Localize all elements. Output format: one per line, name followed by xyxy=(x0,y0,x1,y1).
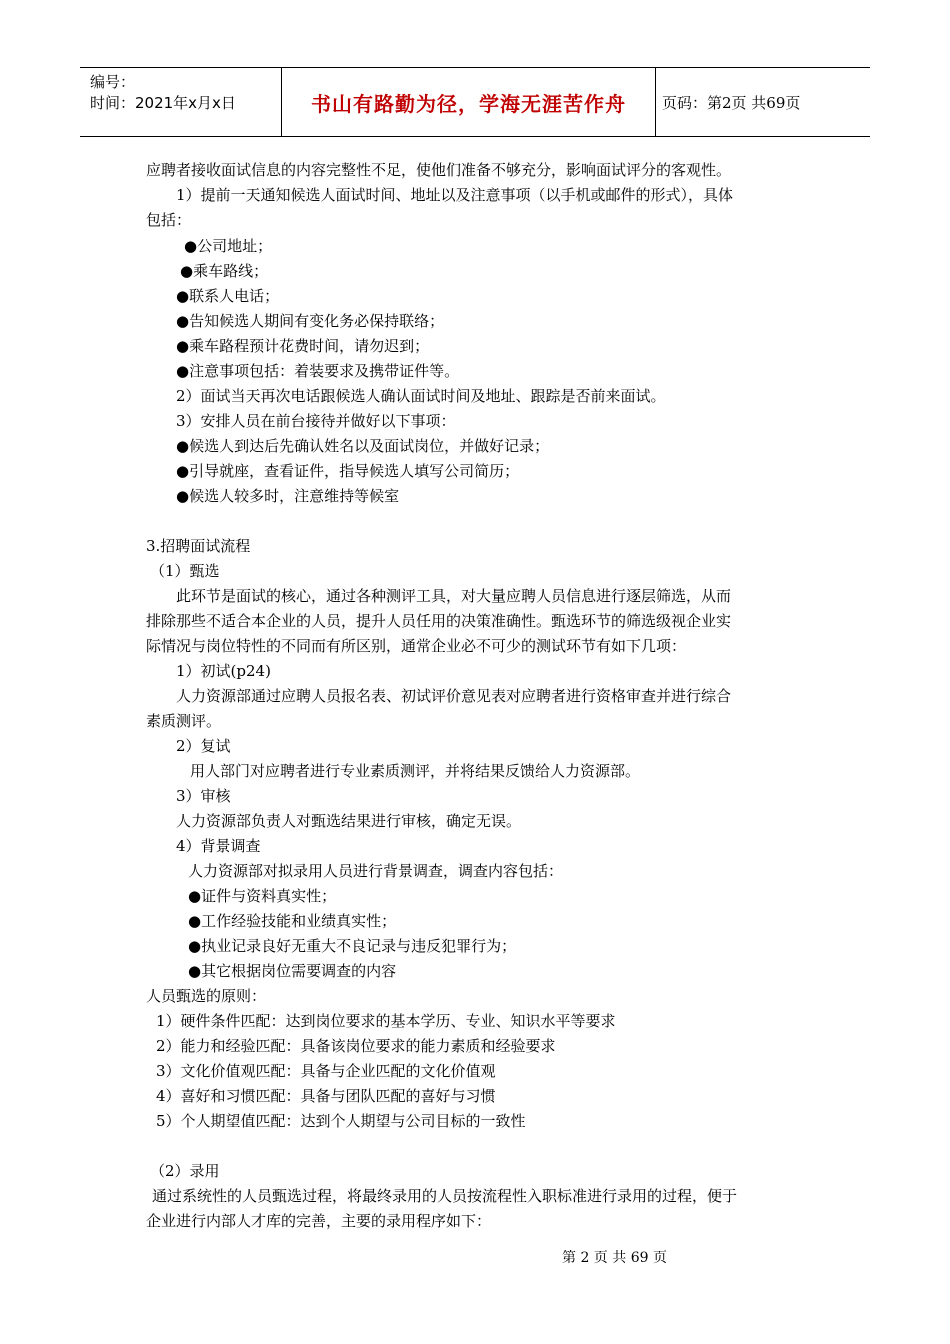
document-date-label: 时间：2021年x月x日 xyxy=(90,94,236,112)
body-line: 人力资源部通过应聘人员报名表、初试评价意见表对应聘者进行资格审查并进行综合 xyxy=(176,687,732,705)
bullet-item: ●乘车路程预计花费时间，请勿迟到； xyxy=(176,337,430,355)
body-line: 3）审核 xyxy=(176,787,231,805)
bullet-item: ●候选人较多时，注意维持等候室 xyxy=(176,487,400,505)
bullet-item: ●执业记录良好无重大不良记录与违反犯罪行为； xyxy=(188,937,517,955)
bullet-item: ●公司地址； xyxy=(184,237,273,255)
document-header xyxy=(80,67,870,137)
bullet-item: ●候选人到达后先确认姓名以及面试岗位，并做好记录； xyxy=(176,437,550,455)
principle-item: 5）个人期望值匹配：达到个人期望与公司目标的一致性 xyxy=(156,1112,526,1130)
body-line: 应聘者接收面试信息的内容完整性不足，使他们准备不够充分，影响面试评分的客观性。 xyxy=(146,161,732,179)
header-page-info: 页码：第2页 共69页 xyxy=(662,93,801,112)
body-line: 排除那些不适合本企业的人员，提升人员任用的决策准确性。甄选环节的筛选级视企业实 xyxy=(146,612,732,630)
bullet-item: ●联系人电话； xyxy=(176,287,280,305)
bullet-item: ●引导就座，查看证件，指导候选人填写公司简历； xyxy=(176,462,520,480)
body-line: 人力资源部对拟录用人员进行背景调查，调查内容包括： xyxy=(188,862,564,880)
header-motto: 书山有路勤为径，学海无涯苦作舟 xyxy=(282,68,656,136)
document-number-label: 编号： xyxy=(90,73,136,91)
body-line: 通过系统性的人员甄选过程，将最终录用的人员按流程性入职标准进行录用的过程，便于 xyxy=(152,1187,738,1205)
subsection-heading: （1）甄选 xyxy=(150,562,220,580)
header-meta-cell xyxy=(80,68,282,136)
bullet-item: ●注意事项包括：着装要求及携带证件等。 xyxy=(176,362,460,380)
body-line: 人力资源部负责人对甄选结果进行审核，确定无误。 xyxy=(176,812,522,830)
bullet-item: ●证件与资料真实性； xyxy=(188,887,337,905)
body-line: 此环节是面试的核心，通过各种测评工具，对大量应聘人员信息进行逐层筛选，从而 xyxy=(176,587,732,605)
body-line: 3）安排人员在前台接待并做好以下事项： xyxy=(176,412,456,430)
body-line: 1）初试(p24) xyxy=(176,662,271,680)
body-line: 包括： xyxy=(146,211,192,229)
principle-item: 2）能力和经验匹配：具备该岗位要求的能力素质和经验要求 xyxy=(156,1037,556,1055)
subsection-heading: （2）录用 xyxy=(150,1162,220,1180)
body-line: 1）提前一天通知候选人面试时间、地址以及注意事项（以手机或邮件的形式），具体 xyxy=(176,186,734,204)
bullet-item: ●工作经验技能和业绩真实性； xyxy=(188,912,397,930)
body-line: 用人部门对应聘者进行专业素质测评，并将结果反馈给人力资源部。 xyxy=(190,762,641,780)
body-line: 企业进行内部人才库的完善，主要的录用程序如下： xyxy=(146,1212,492,1230)
page-footer: 第 2 页 共 69 页 xyxy=(562,1250,667,1266)
body-line: 4）背景调查 xyxy=(176,837,261,855)
body-line: 2）复试 xyxy=(176,737,231,755)
body-line: 际情况与岗位特性的不同而有所区别，通常企业必不可少的测试环节有如下几项： xyxy=(146,637,687,655)
bullet-item: ●其它根据岗位需要调查的内容 xyxy=(188,962,397,980)
principle-item: 3）文化价值观匹配：具备与企业匹配的文化价值观 xyxy=(156,1062,496,1080)
body-line: 人员甄选的原则： xyxy=(146,987,267,1005)
body-line: 素质测评。 xyxy=(146,712,222,730)
section-heading: 3.招聘面试流程 xyxy=(146,537,251,555)
bullet-item: ●告知候选人期间有变化务必保持联络； xyxy=(176,312,445,330)
bullet-item: ●乘车路线； xyxy=(180,262,269,280)
principle-item: 4）喜好和习惯匹配：具备与团队匹配的喜好与习惯 xyxy=(156,1087,496,1105)
body-line: 2）面试当天再次电话跟候选人确认面试时间及地址、跟踪是否前来面试。 xyxy=(176,387,666,405)
principle-item: 1）硬件条件匹配：达到岗位要求的基本学历、专业、知识水平等要求 xyxy=(156,1012,616,1030)
